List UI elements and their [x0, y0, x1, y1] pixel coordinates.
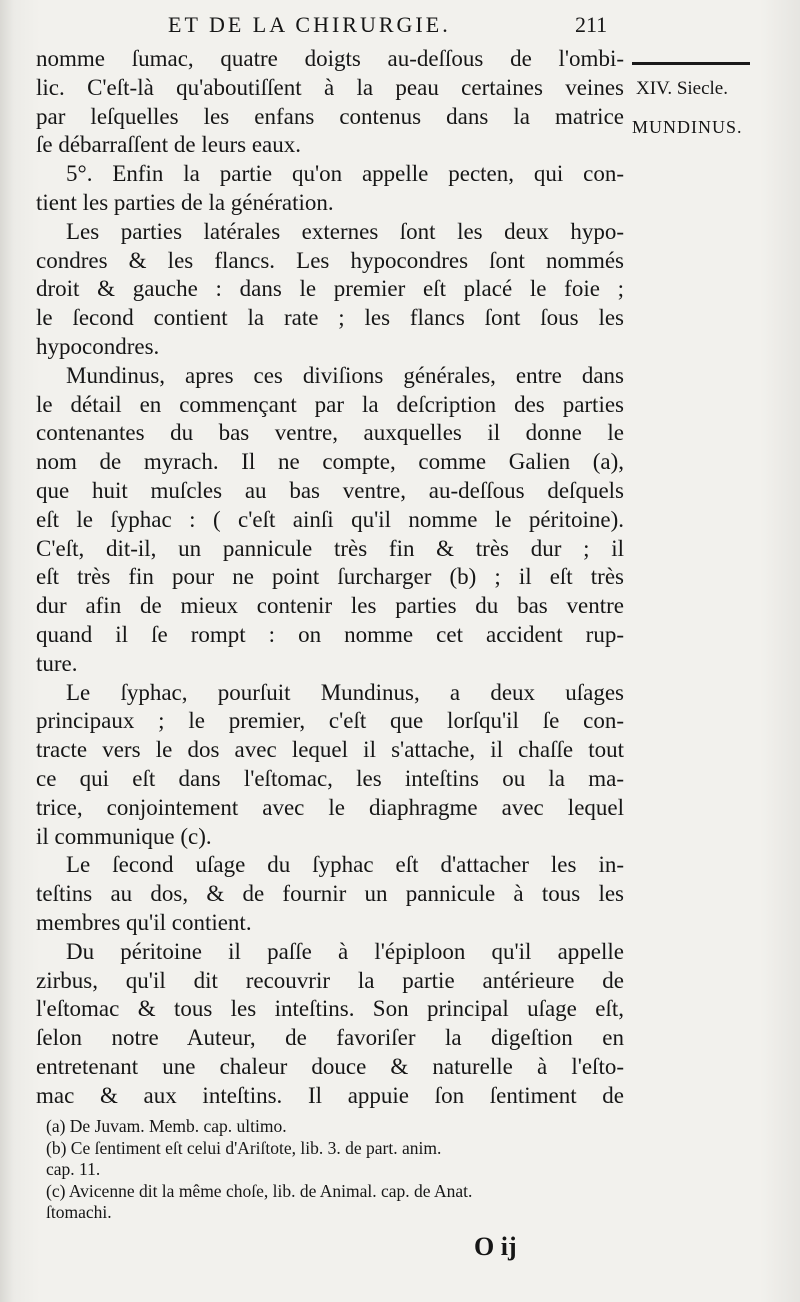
- footnotes: [46, 1116, 626, 1224]
- text-line: eſt le ſyphac : ( c'eſt ainſi qu'il nomme le péritoine).: [36, 506, 624, 532]
- running-head-title: ET DE LA CHIRURGIE.: [168, 12, 451, 37]
- text-line: Mundinus, apres ces diviſions générales, entre dans: [66, 362, 624, 388]
- text-line: Les parties latérales externes ſont les deux hypo-: [66, 218, 624, 244]
- text-line: ce qui eſt dans l'eſtomac, les inteſtins ou la ma-: [36, 765, 624, 791]
- text-line: C'eſt, dit-il, un pannicule très fin & très dur ; il: [36, 535, 624, 561]
- page-number: 211: [575, 12, 608, 37]
- signature-mark: O ij: [474, 1232, 517, 1261]
- text-line: lic. C'eſt-là qu'aboutiſſent à la peau certaines veines: [36, 74, 624, 100]
- margin-note-author: MUNDINUS.: [632, 117, 743, 137]
- text-line: Le ſecond uſage du ſyphac eſt d'attacher les in-: [66, 852, 624, 878]
- text-line: trice, conjointement avec le diaphragme avec lequel: [36, 794, 624, 820]
- text-line: tient les parties de la génération.: [36, 189, 334, 215]
- footnote-line: (a) De Juvam. Memb. cap. ultimo.: [46, 1116, 287, 1136]
- text-line: nom de myrach. Il ne compte, comme Galien (a),: [36, 449, 624, 475]
- running-head: [0, 10, 800, 46]
- text-line: zirbus, qu'il dit recouvrir la partie antérieure de: [36, 967, 624, 993]
- text-line: droit & gauche : dans le premier eſt placé le foie ;: [36, 276, 624, 302]
- footnote-line: ſtomachi.: [46, 1202, 112, 1222]
- text-line: membres qu'il contient.: [36, 909, 252, 935]
- footnote-line: (c) Avicenne dit la même choſe, lib. de Animal. cap. de Anat.: [46, 1180, 473, 1201]
- text-line: nomme ſumac, quatre doigts au-deſſous de l'ombi-: [36, 46, 624, 71]
- text-line: ture.: [36, 650, 78, 676]
- text-line: que huit muſcles au bas ventre, au-deſſous deſquels: [36, 477, 624, 503]
- text-line: hypocondres.: [36, 333, 160, 359]
- body-text: [36, 45, 624, 1110]
- text-line: dur afin de mieux contenir les parties du bas ventre: [36, 593, 624, 619]
- text-line: l'eſtomac & tous les inteſtins. Son principal uſage eſt,: [36, 996, 624, 1022]
- text-line: Le ſyphac, pourſuit Mundinus, a deux uſages: [66, 679, 624, 705]
- footnote-line: cap. 11.: [46, 1159, 101, 1179]
- margin-note-century: XIV. Siecle.: [636, 78, 728, 99]
- text-line: mac & aux inteſtins. Il appuie ſon ſentiment de: [36, 1082, 624, 1108]
- text-line: condres & les flancs. Les hypocondres ſont nommés: [36, 247, 624, 273]
- text-line: entretenant une chaleur douce & naturelle à l'eſto-: [36, 1053, 624, 1079]
- text-line: tracte vers le dos avec lequel il s'attache, il chaſſe tout: [36, 737, 624, 763]
- margin-rule: [632, 62, 750, 65]
- text-line: le détail en commençant par la deſcription des parties: [36, 391, 624, 417]
- text-line: contenantes du bas ventre, auxquelles il donne le: [36, 420, 624, 446]
- text-line: quand il ſe rompt : on nomme cet accident rup-: [36, 621, 624, 647]
- text-line: par leſquelles les enfans contenus dans la matrice: [36, 103, 624, 129]
- text-line: teſtins au dos, & de fournir un pannicule à tous les: [36, 881, 624, 907]
- text-line: il communique (c).: [36, 823, 212, 849]
- text-line: 5°. Enfin la partie qu'on appelle pecten, qui con-: [66, 161, 624, 187]
- text-line: le ſecond contient la rate ; les flancs ſont ſous les: [36, 305, 624, 331]
- text-line: ſe débarraſſent de leurs eaux.: [36, 132, 302, 158]
- text-line: eſt très fin pour ne point ſurcharger (b) ; il eſt très: [36, 564, 624, 590]
- text-line: principaux ; le premier, c'eſt que lorſqu'il ſe con-: [36, 708, 624, 734]
- text-line: ſelon notre Auteur, de favoriſer la digeſtion en: [36, 1025, 624, 1051]
- text-line: Du péritoine il paſſe à l'épiploon qu'il appelle: [66, 938, 624, 964]
- footnote-line: (b) Ce ſentiment eſt celui d'Ariſtote, lib. 3. de part. anim.: [46, 1137, 442, 1158]
